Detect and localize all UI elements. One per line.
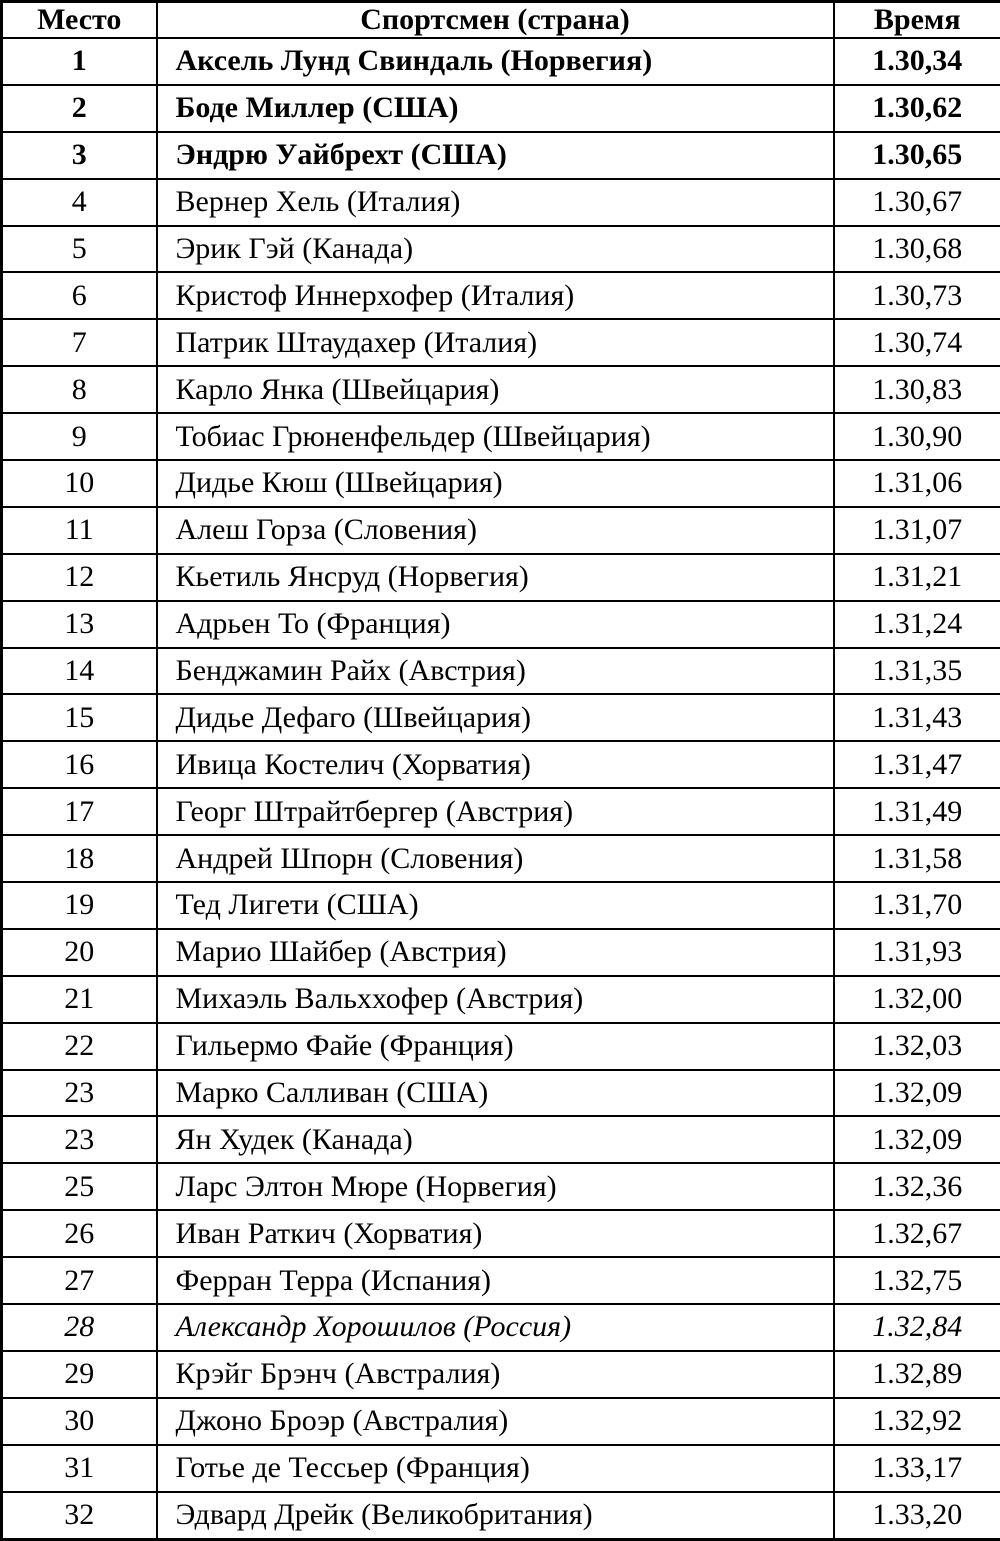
cell-place: 21 bbox=[2, 976, 157, 1023]
cell-athlete: Дидье Кюш (Швейцария) bbox=[157, 460, 834, 507]
table-row bbox=[2, 226, 1000, 273]
cell-time: 1.30,34 bbox=[834, 38, 1000, 85]
cell-athlete: Эдвард Дрейк (Великобритания) bbox=[157, 1492, 834, 1540]
cell-athlete: Дидье Дефаго (Швейцария) bbox=[157, 694, 834, 741]
cell-time: 1.30,73 bbox=[834, 272, 1000, 319]
cell-athlete: Вернер Хель (Италия) bbox=[157, 179, 834, 226]
table-row bbox=[2, 132, 1000, 179]
cell-time: 1.32,09 bbox=[834, 1116, 1000, 1163]
table-row bbox=[2, 1257, 1000, 1304]
cell-time: 1.32,67 bbox=[834, 1210, 1000, 1257]
cell-place: 8 bbox=[2, 366, 157, 413]
cell-time: 1.31,35 bbox=[834, 648, 1000, 695]
cell-place: 1 bbox=[2, 38, 157, 85]
cell-place: 31 bbox=[2, 1445, 157, 1492]
cell-place: 3 bbox=[2, 132, 157, 179]
table-row bbox=[2, 1398, 1000, 1445]
cell-time: 1.30,83 bbox=[834, 366, 1000, 413]
table-row bbox=[2, 1351, 1000, 1398]
cell-place: 26 bbox=[2, 1210, 157, 1257]
table-row bbox=[2, 929, 1000, 976]
cell-athlete: Патрик Штаудахер (Италия) bbox=[157, 319, 834, 366]
table-row bbox=[2, 601, 1000, 648]
table-row bbox=[2, 835, 1000, 882]
cell-time: 1.31,93 bbox=[834, 929, 1000, 976]
cell-athlete: Марио Шайбер (Австрия) bbox=[157, 929, 834, 976]
cell-time: 1.32,09 bbox=[834, 1070, 1000, 1117]
cell-athlete: Марко Салливан (США) bbox=[157, 1070, 834, 1117]
cell-place: 15 bbox=[2, 694, 157, 741]
cell-place: 19 bbox=[2, 882, 157, 929]
cell-time: 1.30,68 bbox=[834, 226, 1000, 273]
column-header-time: Время bbox=[834, 2, 1000, 39]
cell-athlete: Готье де Тессьер (Франция) bbox=[157, 1445, 834, 1492]
cell-time: 1.31,06 bbox=[834, 460, 1000, 507]
table-row bbox=[2, 1210, 1000, 1257]
table-row bbox=[2, 38, 1000, 85]
table-row bbox=[2, 1492, 1000, 1540]
cell-place: 25 bbox=[2, 1163, 157, 1210]
column-header-athlete: Спортсмен (страна) bbox=[157, 2, 834, 39]
table-row bbox=[2, 366, 1000, 413]
table-row bbox=[2, 554, 1000, 601]
cell-athlete: Тед Лигети (США) bbox=[157, 882, 834, 929]
cell-athlete: Гильермо Файе (Франция) bbox=[157, 1023, 834, 1070]
cell-place: 23 bbox=[2, 1070, 157, 1117]
table-row bbox=[2, 882, 1000, 929]
cell-athlete: Адрьен То (Франция) bbox=[157, 601, 834, 648]
cell-place: 23 bbox=[2, 1116, 157, 1163]
cell-time: 1.32,00 bbox=[834, 976, 1000, 1023]
cell-place: 28 bbox=[2, 1304, 157, 1351]
cell-athlete: Ян Худек (Канада) bbox=[157, 1116, 834, 1163]
cell-athlete: Крэйг Брэнч (Австралия) bbox=[157, 1351, 834, 1398]
cell-place: 17 bbox=[2, 788, 157, 835]
table-row bbox=[2, 1445, 1000, 1492]
cell-place: 2 bbox=[2, 85, 157, 132]
table-row bbox=[2, 694, 1000, 741]
cell-place: 10 bbox=[2, 460, 157, 507]
table-row bbox=[2, 319, 1000, 366]
cell-time: 1.30,62 bbox=[834, 85, 1000, 132]
column-header-place: Место bbox=[2, 2, 157, 39]
cell-time: 1.30,74 bbox=[834, 319, 1000, 366]
cell-athlete: Алеш Горза (Словения) bbox=[157, 507, 834, 554]
cell-time: 1.32,36 bbox=[834, 1163, 1000, 1210]
results-table-header bbox=[2, 2, 1000, 39]
cell-athlete: Эрик Гэй (Канада) bbox=[157, 226, 834, 273]
cell-athlete: Аксель Лунд Свиндаль (Норвегия) bbox=[157, 38, 834, 85]
cell-time: 1.32,03 bbox=[834, 1023, 1000, 1070]
cell-athlete: Ларс Элтон Мюре (Норвегия) bbox=[157, 1163, 834, 1210]
cell-place: 27 bbox=[2, 1257, 157, 1304]
table-row bbox=[2, 1116, 1000, 1163]
cell-place: 13 bbox=[2, 601, 157, 648]
header-row bbox=[2, 2, 1000, 39]
cell-place: 11 bbox=[2, 507, 157, 554]
table-row bbox=[2, 85, 1000, 132]
table-row bbox=[2, 976, 1000, 1023]
cell-time: 1.32,75 bbox=[834, 1257, 1000, 1304]
cell-time: 1.32,92 bbox=[834, 1398, 1000, 1445]
cell-place: 30 bbox=[2, 1398, 157, 1445]
cell-athlete: Михаэль Вальххофер (Австрия) bbox=[157, 976, 834, 1023]
cell-athlete: Боде Миллер (США) bbox=[157, 85, 834, 132]
cell-athlete: Георг Штрайтбергер (Австрия) bbox=[157, 788, 834, 835]
table-row bbox=[2, 507, 1000, 554]
table-row bbox=[2, 460, 1000, 507]
table-row bbox=[2, 1304, 1000, 1351]
cell-athlete: Кьетиль Янсруд (Норвегия) bbox=[157, 554, 834, 601]
cell-athlete: Ивица Костелич (Хорватия) bbox=[157, 741, 834, 788]
results-table-body bbox=[2, 38, 1000, 1540]
cell-place: 14 bbox=[2, 648, 157, 695]
cell-time: 1.30,67 bbox=[834, 179, 1000, 226]
cell-time: 1.31,07 bbox=[834, 507, 1000, 554]
table-row bbox=[2, 741, 1000, 788]
cell-athlete: Иван Раткич (Хорватия) bbox=[157, 1210, 834, 1257]
cell-time: 1.31,58 bbox=[834, 835, 1000, 882]
cell-time: 1.30,65 bbox=[834, 132, 1000, 179]
cell-place: 7 bbox=[2, 319, 157, 366]
cell-athlete: Ферран Терра (Испания) bbox=[157, 1257, 834, 1304]
cell-athlete: Андрей Шпорн (Словения) bbox=[157, 835, 834, 882]
cell-athlete: Джоно Броэр (Австралия) bbox=[157, 1398, 834, 1445]
table-row bbox=[2, 1070, 1000, 1117]
cell-place: 18 bbox=[2, 835, 157, 882]
cell-place: 4 bbox=[2, 179, 157, 226]
cell-athlete: Александр Хорошилов (Россия) bbox=[157, 1304, 834, 1351]
table-row bbox=[2, 1023, 1000, 1070]
table-row bbox=[2, 788, 1000, 835]
cell-time: 1.31,47 bbox=[834, 741, 1000, 788]
cell-time: 1.31,49 bbox=[834, 788, 1000, 835]
cell-time: 1.30,90 bbox=[834, 413, 1000, 460]
cell-time: 1.31,43 bbox=[834, 694, 1000, 741]
cell-time: 1.32,89 bbox=[834, 1351, 1000, 1398]
table-row bbox=[2, 272, 1000, 319]
cell-place: 6 bbox=[2, 272, 157, 319]
cell-athlete: Карло Янка (Швейцария) bbox=[157, 366, 834, 413]
cell-time: 1.31,70 bbox=[834, 882, 1000, 929]
cell-athlete: Кристоф Иннерхофер (Италия) bbox=[157, 272, 834, 319]
cell-time: 1.31,21 bbox=[834, 554, 1000, 601]
cell-athlete: Эндрю Уайбрехт (США) bbox=[157, 132, 834, 179]
cell-time: 1.32,84 bbox=[834, 1304, 1000, 1351]
cell-place: 5 bbox=[2, 226, 157, 273]
cell-time: 1.31,24 bbox=[834, 601, 1000, 648]
cell-place: 29 bbox=[2, 1351, 157, 1398]
cell-place: 16 bbox=[2, 741, 157, 788]
table-row bbox=[2, 413, 1000, 460]
cell-athlete: Бенджамин Райх (Австрия) bbox=[157, 648, 834, 695]
table-row bbox=[2, 648, 1000, 695]
table-row bbox=[2, 1163, 1000, 1210]
cell-time: 1.33,20 bbox=[834, 1492, 1000, 1540]
cell-place: 20 bbox=[2, 929, 157, 976]
cell-athlete: Тобиас Грюненфельдер (Швейцария) bbox=[157, 413, 834, 460]
table-row bbox=[2, 179, 1000, 226]
cell-time: 1.33,17 bbox=[834, 1445, 1000, 1492]
cell-place: 9 bbox=[2, 413, 157, 460]
cell-place: 32 bbox=[2, 1492, 157, 1540]
cell-place: 12 bbox=[2, 554, 157, 601]
cell-place: 22 bbox=[2, 1023, 157, 1070]
